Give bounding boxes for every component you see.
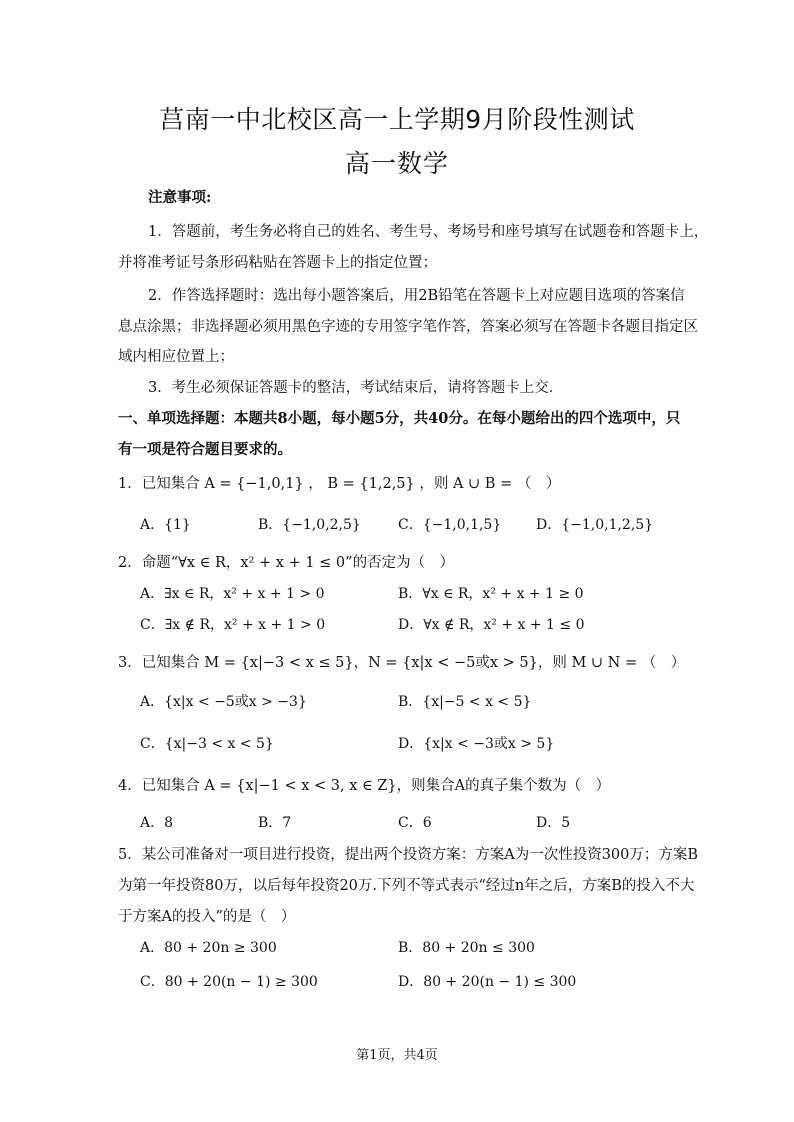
- question-3-stem: 3．已知集合 M = {x|−3 < x ≤ 5}，N = {x|x < −5或x > 5}，则 M ∪ N = （ ）: [118, 655, 686, 671]
- notice-item-1-line-2: 并将准考证号条形码粘贴在答题卡上的指定位置；: [118, 255, 437, 271]
- notice-item-2-line-3: 域内相应位置上；: [118, 349, 234, 365]
- question-3-option-c: C．{x|−3 < x < 5}: [140, 736, 274, 752]
- question-4-option-b: B．7: [258, 815, 292, 831]
- question-4-option-a: A．8: [140, 815, 174, 831]
- notice-item-1-line-1: 1．答题前，考生务必将自己的姓名、考生号、考场号和座号填写在试题卷和答题卡上，: [148, 224, 709, 240]
- question-4-option-c: C．6: [398, 815, 432, 831]
- question-3-option-d: D．{x|x < −3或x > 5}: [398, 736, 555, 752]
- question-1-option-d: D．{−1,0,1,2,5}: [536, 517, 654, 533]
- question-1-option-b: B．{−1,0,2,5}: [258, 517, 361, 533]
- question-2-option-d: D．∀x ∉ R，x² + x + 1 ≤ 0: [398, 617, 585, 633]
- question-5-option-b: B．80 + 20n ≤ 300: [398, 940, 535, 956]
- question-4-stem: 4．已知集合 A = {x|−1 < x < 3, x ∈ Z}，则集合A的真子集个数为（ ）: [118, 778, 611, 794]
- notice-item-3: 3．考生必须保证答题卡的整洁，考试结束后，请将答题卡上交．: [148, 380, 564, 396]
- notice-item-2-line-2: 息点涂黑；非选择题必须用黑色字迹的专用签字笔作答，答案必须写在答题卡各题目指定区: [118, 319, 698, 335]
- question-2-option-a: A．∃x ∈ R，x² + x + 1 > 0: [140, 586, 325, 602]
- question-3-option-a: A．{x|x < −5或x > −3}: [140, 694, 307, 710]
- notice-heading: 注意事项:: [148, 189, 212, 206]
- exam-title: 莒南一中北校区高一上学期9月阶段性测试: [159, 105, 635, 134]
- question-4-option-d: D．5: [536, 815, 571, 831]
- section-1-heading-line-2: 有一项是符合题目要求的。: [118, 441, 292, 458]
- page-number: 第1页，共4页: [356, 1048, 438, 1063]
- question-2-stem: 2．命题“∀x ∈ R，x² + x + 1 ≤ 0”的否定为（ ）: [118, 555, 455, 571]
- question-5-option-d: D．80 + 20(n − 1) ≤ 300: [398, 974, 577, 990]
- question-1-option-a: A．{1}: [140, 517, 191, 533]
- question-1-option-c: C．{−1,0,1,5}: [398, 517, 502, 533]
- question-1-stem: 1．已知集合 A = {−1,0,1} ， B = {1,2,5} ，则 A ∪ B = （ ）: [118, 476, 561, 492]
- exam-subject: 高一数学: [344, 149, 449, 178]
- section-1-heading-line-1: 一、单项选择题：本题共8小题，每小题5分，共40分。在每小题给出的四个选项中，只: [118, 410, 681, 427]
- question-2-option-b: B．∀x ∈ R，x² + x + 1 ≥ 0: [398, 586, 584, 602]
- question-5-stem-line-3: 于方案A的投入”的是（ ）: [118, 909, 296, 925]
- question-3-option-b: B．{x|−5 < x < 5}: [398, 694, 532, 710]
- question-5-stem-line-1: 5．某公司准备对一项目进行投资，提出两个投资方案：方案A为一次性投资300万；方案B: [118, 847, 699, 863]
- question-5-stem-line-2: 为第一年投资80万，以后每年投资20万.下列不等式表示“经过n年之后，方案B的投入不大: [118, 878, 695, 894]
- question-5-option-a: A．80 + 20n ≥ 300: [140, 940, 277, 956]
- question-2-option-c: C．∃x ∉ R，x² + x + 1 > 0: [140, 617, 326, 633]
- question-5-option-c: C．80 + 20(n − 1) ≥ 300: [140, 974, 318, 990]
- notice-item-2-line-1: 2．作答选择题时：选出每小题答案后，用2B铅笔在答题卡上对应题目选项的答案信: [148, 288, 685, 304]
